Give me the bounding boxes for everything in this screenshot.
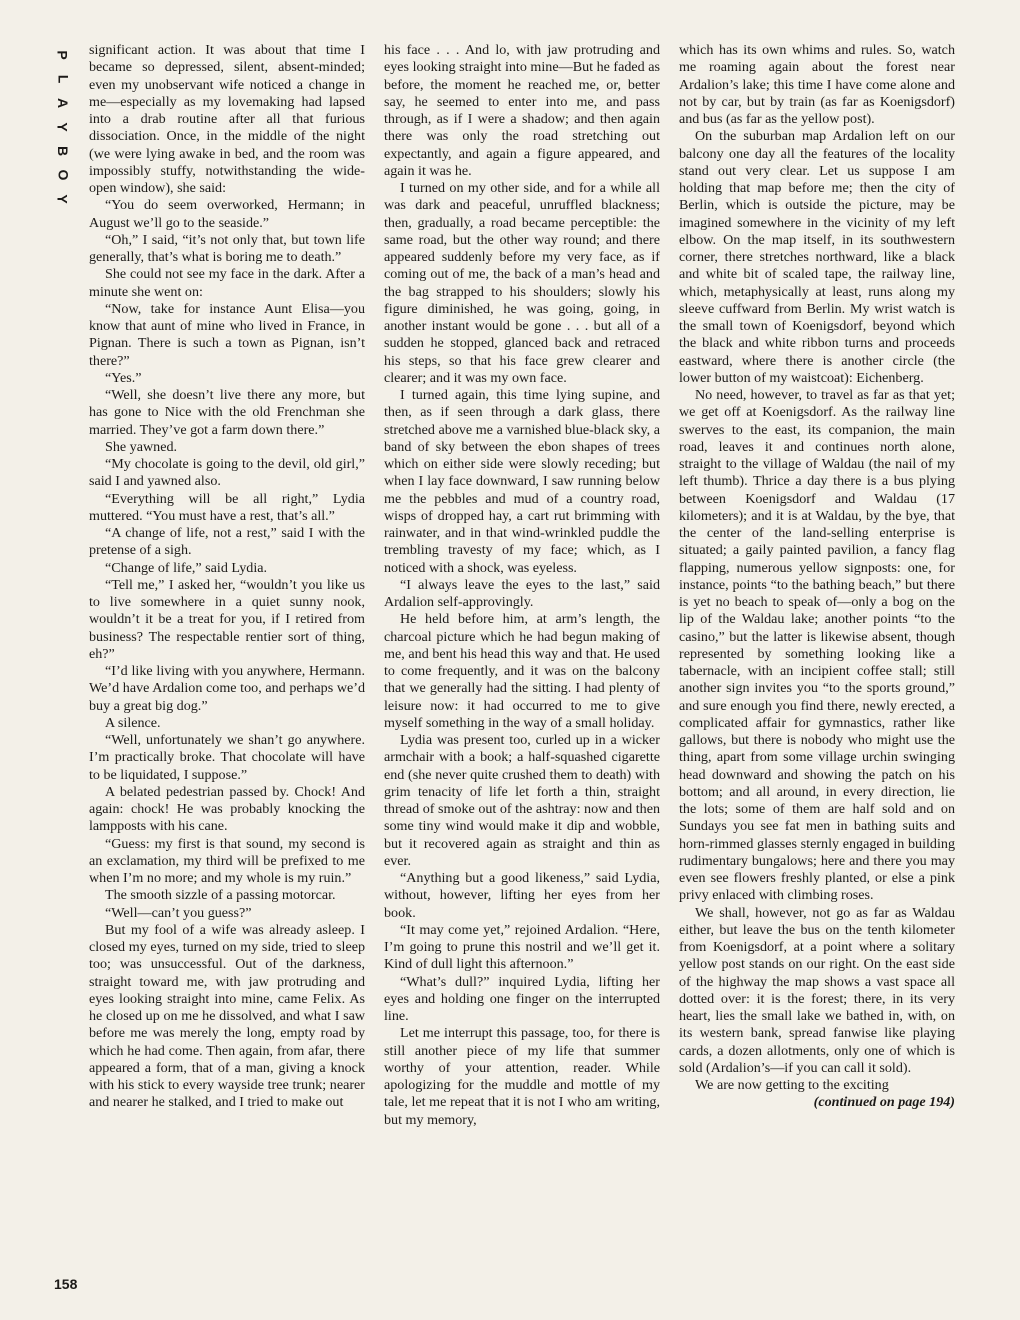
paragraph: “You do seem overworked, Hermann; in August we’ll go to the seaside.” bbox=[89, 197, 365, 231]
vertical-title-letter: Y bbox=[55, 194, 71, 204]
text-column-1 bbox=[89, 42, 365, 1300]
paragraph: “What’s dull?” inquired Lydia, lifting her eyes and holding one finger on the interrupted line. bbox=[384, 973, 660, 1024]
paragraph: “Everything will be all right,” Lydia muttered. “You must have a rest, that’s all.” bbox=[89, 490, 365, 524]
paragraph: A silence. bbox=[105, 714, 161, 731]
paragraph: She yawned. bbox=[105, 438, 178, 455]
paragraph: “It may come yet,” rejoined Ardalion. “Here, I’m going to prune this nostril and we’ll get it. Kind of dull light this afternoon.” bbox=[384, 921, 660, 973]
paragraph: “I’d like living with you anywhere, Hermann. We’d have Ardalion come too, and perhaps we’d buy a great big dog.” bbox=[89, 663, 365, 714]
paragraph: significant action. It was about that time I became so depressed, silent, absent-minded; even my unobservant wife noticed a change in me—especially as my lovemaking had lapsed into a drab routine after all that furious dissociation. Once, in the middle of the night (we were lying awake in bed, and the room was impossibly stuffy, notwithstanding the wide-open window), she said: bbox=[89, 42, 365, 196]
paragraph: “I always leave the eyes to the last,” said Ardalion self-approvingly. bbox=[384, 576, 660, 610]
paragraph: She could not see my face in the dark. After a minute she went on: bbox=[89, 266, 365, 300]
paragraph: “Guess: my first is that sound, my second is an exclamation, my third will be prefixed to me when I’m no more; and my whole is my ruin.” bbox=[89, 835, 365, 886]
paragraph: “Tell me,” I asked her, “wouldn’t you like us to live somewhere in a quiet sunny nook, wouldn’t it be a treat for you, if I retired from business? The respectable rentier sort of thing, eh?” bbox=[89, 576, 365, 662]
vertical-title-letter: B bbox=[55, 145, 71, 157]
paragraph: Let me interrupt this passage, too, for there is still another piece of my life that summer worthy of your attention, reader. While apologizing for the muddle and mottle of my tale, let me repeat that it is not I who am writing, but my memory, bbox=[384, 1025, 660, 1128]
vertical-title-letter: L bbox=[55, 74, 71, 84]
continuation-note: (continued on page 194) bbox=[813, 1094, 955, 1111]
paragraph: his face . . . And lo, with jaw protruding and eyes looking straight into mine—But he faded as before, the moment he reached me, or, better say, he seemed to enter into me, and pass through, as if I were a shadow; and then again there was only the road stretching out expectantly, and again a figure appeared, and again it was he. bbox=[384, 42, 660, 179]
paragraph: We are now getting to the exciting bbox=[695, 1077, 889, 1093]
paragraph: “Anything but a good likeness,” said Lydia, without, however, lifting her eyes from her book. bbox=[384, 870, 660, 921]
paragraph: “My chocolate is going to the devil, old girl,” said I and yawned also. bbox=[89, 456, 365, 490]
vertical-title-letter: Y bbox=[55, 122, 71, 132]
paragraph: I turned on my other side, and for a while all was dark and peaceful, unruffled blackness; then, gradually, a road became perceptible: the same road, but the other way round; and there appeared suddenly before my very face, as if coming out of me, the back of a man’s head and the bag strapped to his shoulders; slowly his figure diminished, he was going, going, in another instant would be gone . . . but all of a sudden he stopped, glanced back and retraced his steps, so that his face grew clearer and clearer; and it was my own face. bbox=[384, 180, 660, 386]
paragraph: No need, however, to travel as far as that yet; we get off at Koenigsdorf. As the railway line swerves to the east, its companion, the main road, leaves it and continues north alone, straight to the village of Waldau (the nail of my left thumb). Thrice a day there is a bus plying between Koenigsdorf and Waldau (17 kilometers); and it is at Waldau, by the bye, that the center of the land-selling enterprise is situated; a gaily painted pavilion, a fancy flag flapping, numerous yellow signposts: one, for instance, points “to the bathing beach,” but there is yet no beach to speak of—only a bog on the lip of the Waldau lake; another points “to the casino,” but the latter is likewise absent, though represented by something looking like a tabernacle, with an incipient coffee stall; still another sign invites you “to the sports ground,” and sure enough you find there, newly erected, a complicated affair for gymnastics, rather like gallows, but there is nobody who might use the thing, apart from some village urchin swinging head downward and showing the patch on his bottom; and all around, in every direction, lie the lots; some of them are half sold and on Sundays you see fat men in bathing suits and horn-rimmed glasses sternly engaged in building rudimentary bungalows; here and there you may even see flowers freshly planted, or else a pink privy enlaced with climbing roses. bbox=[679, 387, 955, 904]
vertical-title-letter: P bbox=[55, 50, 71, 60]
magazine-vertical-title bbox=[54, 46, 72, 208]
paragraph: He held before him, at arm’s length, the charcoal picture which he had begun making of me, and bent his head this way and that. He used to come frequently, and it was on the balcony that we generally had the sitting. I had plenty of leisure now: it had occurred to me to give myself something in the way of a small holiday. bbox=[384, 611, 660, 731]
paragraph: “Well, she doesn’t live there any more, but has gone to Nice with the old Frenchman she married. They’ve got a farm down there.” bbox=[89, 387, 365, 438]
page-number: 158 bbox=[54, 1276, 78, 1292]
paragraph: “Yes.” bbox=[105, 369, 142, 386]
paragraph: “Change of life,” said Lydia. bbox=[105, 559, 268, 576]
paragraph: “Now, take for instance Aunt Elisa—you know that aunt of mine who lived in France, in Pignan. There is such a town as Pignan, isn’t there?” bbox=[89, 300, 365, 369]
paragraph: “Well, unfortunately we shan’t go anywhere. I’m practically broke. That chocolate will have to be liquidated, I suppose.” bbox=[89, 732, 365, 783]
paragraph: “Well—can’t you guess?” bbox=[105, 904, 252, 921]
paragraph: The smooth sizzle of a passing motorcar. bbox=[105, 887, 336, 904]
paragraph: On the suburban map Ardalion left on our balcony one day all the features of the locality stand out very clear. Let us suppose I am holding that map before me; then the city of Berlin, which is outside the picture, may be imagined somewhere in the vicinity of my left elbow. On the map itself, in its southwestern corner, there stretches northward, like a black and white bit of scaled tape, the railway line, which, metaphysically at least, runs along my sleeve cuffward from Berlin. My wrist watch is the small town of Koenigsdorf, beyond which the black and white ribbon turns and proceeds eastward, where there is another circle (the lower button of my waistcoat): Eichenberg. bbox=[679, 128, 955, 386]
paragraph: I turned again, this time lying supine, and then, as if seen through a dark glass, there stretched above me a varnished blue-black sky, a band of sky between the ebon shapes of trees which on either side were slowly receding; but when I lay face downward, I saw running below me the pebbles and mud of a country road, wisps of dropped hay, a cart rut brimming with rainwater, and in that wind-wrinkled puddle the trembling travesty of my face; which, as I noticed with a shock, was eyeless. bbox=[384, 387, 660, 576]
paragraph: “Oh,” I said, “it’s not only that, but town life generally, that’s what is boring me to death.” bbox=[89, 231, 365, 265]
paragraph: which has its own whims and rules. So, watch me roaming again about the forest near Ardalion’s lake; this time I have come alone and not by car, but by train (as far as Koenigsdorf) and bus (as far as the yellow post). bbox=[679, 42, 955, 127]
text-column-2 bbox=[384, 42, 660, 1300]
paragraph: “A change of life, not a rest,” said I with the pretense of a sigh. bbox=[89, 525, 365, 559]
paragraph: A belated pedestrian passed by. Chock! And again: chock! He was probably knocking the lampposts with his cane. bbox=[89, 783, 365, 835]
paragraph: Lydia was present too, curled up in a wicker armchair with a book; a half-squashed cigarette end (she never quite crushed them to death) with grim tenacity of life let forth a thin, straight thread of smoke out of the ashtray: now and then some tiny wind would make it dip and wobble, but it recovered again as straight and thin as ever. bbox=[384, 732, 660, 869]
vertical-title-letter: A bbox=[55, 97, 71, 109]
vertical-title-letter: O bbox=[54, 169, 71, 181]
paragraph: We shall, however, not go as far as Waldau either, but leave the bus on the tenth kilometer from Koenigsdorf, at a point where a solitary yellow post stands on our right. On the east side of the highway the map shows a vast space all dotted over: it is the forest; there, in its very heart, lies the small lake we bathed in, with, on its western bank, spread fanwise like playing cards, a dozen allotments, only one of which is sold (Ardalion’s—if you can call it sold). bbox=[679, 904, 955, 1076]
text-column-3 bbox=[679, 42, 955, 1300]
paragraph: But my fool of a wife was already asleep. I closed my eyes, turned on my side, tried to sleep too; was unsuccessful. Out of the darkness, straight toward me, with jaw protruding and eyes looking straight into mine, came Felix. As he closed up on me he dissolved, and what I saw before me was merely the long, empty road by which he had come. Then again, from afar, there appeared a form, that of a man, giving a knock with his stick to every wayside tree trunk; nearer and nearer he stalked, and I tried to make out bbox=[89, 921, 365, 1111]
